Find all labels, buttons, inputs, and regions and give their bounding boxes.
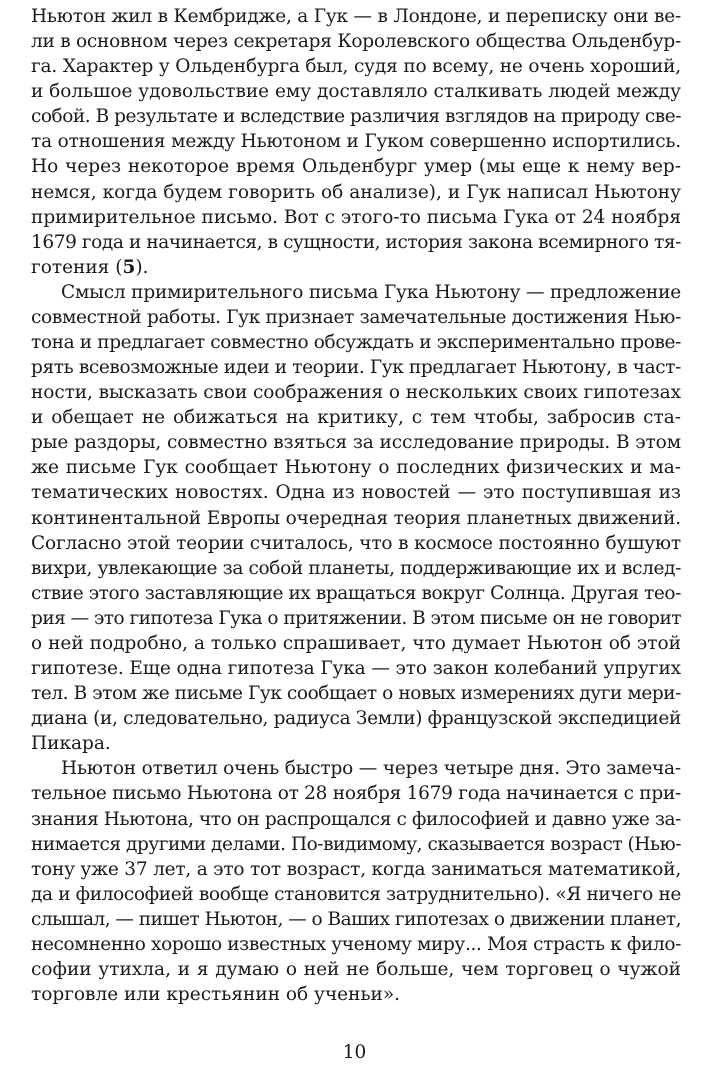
paragraph-1 (31, 4, 681, 280)
text-line: тона и предлагает совместно обсуждать и экспериментально прове- (31, 332, 681, 354)
text-line: немся, когда будем говорить об анализе), и Гук написал Ньютону (31, 181, 681, 203)
text-line: слышал, — пишет Ньютон, — о Ваших гипотезах о движении планет, (31, 908, 681, 930)
text-line: ствие этого заставляющие их вращаться вокруг Солнца. Другая тео- (31, 582, 681, 604)
page-number: 10 (342, 1042, 367, 1063)
paragraph-2 (31, 280, 681, 756)
text-line: Смысл примирительного письма Гука Ньютону — предложение (61, 281, 681, 303)
text-line-fragment: готения ( (31, 256, 123, 278)
reference-number: 5 (122, 256, 136, 278)
text-line: несомненно хорошо известных ученому миру... Моя страсть к фило- (31, 933, 681, 955)
text-line: тел. В этом же письме Гук сообщает о новых измерениях дуги мери- (31, 683, 681, 705)
text-line: тону уже 37 лет, а это тот возраст, когда заниматься математикой, (31, 858, 681, 880)
text-line: диана (и, следовательно, радиуса Земли) французской экспедицией (31, 708, 681, 730)
text-line: та отношения между Ньютоном и Гуком совершенно испортились. (31, 131, 681, 153)
text-line: тематических новостях. Одна из новостей — это поступившая из (31, 482, 681, 504)
text-line: совместной работы. Гук признает замечательные достижения Нью- (31, 306, 681, 328)
text-line-with-reference (31, 255, 681, 280)
text-line-fragment: ). (135, 256, 149, 278)
text-line: тельное письмо Ньютона от 28 ноября 1679 года начинается с при- (31, 783, 681, 805)
text-line: рые раздоры, совместно взяться за исследование природы. В этом (31, 432, 681, 454)
text-line: ли в основном через секретаря Королевского общества Ольденбур- (31, 31, 681, 53)
text-line: о ней подробно, а только спрашивает, что думает Ньютон об этой (31, 632, 681, 654)
text-line: Но через некоторое время Ольденбург умер (мы еще к нему вер- (31, 156, 681, 178)
text-line: ности, высказать свои соображения о нескольких своих гипотезах (31, 382, 681, 404)
text-line: знания Ньютона, что он распрощался с философией и давно уже за- (31, 808, 681, 830)
text-line: Ньютон ответил очень быстро — через четыре дня. Это замеча- (61, 758, 681, 780)
page-body (31, 4, 681, 1007)
text-line: вихри, увлекающие за собой планеты, поддерживающие их и вслед- (31, 557, 681, 579)
text-line: примирительное письмо. Вот с этого-то письма Гука от 24 ноября (31, 206, 681, 228)
text-line: гипотезе. Еще одна гипотеза Гука — это закон колебаний упругих (31, 658, 681, 680)
text-line: рять всевозможные идеи и теории. Гук предлагает Ньютону, в част- (31, 357, 681, 379)
text-line: Пикара. (31, 733, 111, 755)
text-line: 1679 года и начинается, в сущности, история закона всемирного тя- (31, 231, 681, 253)
text-line: га. Характер у Ольденбурга был, судя по всему, не очень хороший, (31, 56, 681, 78)
text-line: софии утихла, и я думаю о ней не больше, чем торговец о чужой (31, 958, 681, 980)
text-line: да и философией вообще становится затруднительно). «Я ничего не (31, 883, 681, 905)
text-line: Ньютон жил в Кембридже, а Гук — в Лондоне, и переписку они ве- (31, 6, 681, 27)
text-line: рия — это гипотеза Гука о притяжении. В этом письме он не говорит (31, 607, 681, 629)
text-line: Согласно этой теории считалось, что в космосе постоянно бушуют (31, 532, 681, 554)
text-line: же письме Гук сообщает Ньютону о последних физических и ма- (31, 457, 681, 479)
text-line: континентальной Европы очередная теория планетных движений. (31, 507, 681, 529)
text-line: и обещает не обижаться на критику, с тем чтобы, забросив ста- (31, 407, 681, 429)
text-line: торговле или крестьянин об ученьи». (31, 984, 401, 1006)
text-line: собой. В результате и вследствие различия взглядов на природу све- (31, 106, 681, 128)
paragraph-3 (31, 756, 681, 1007)
text-line: и большое удовольствие ему доставляло сталкивать людей между (31, 81, 681, 103)
text-line: нимается другими делами. По-видимому, сказывается возраст (Нью- (31, 833, 681, 855)
